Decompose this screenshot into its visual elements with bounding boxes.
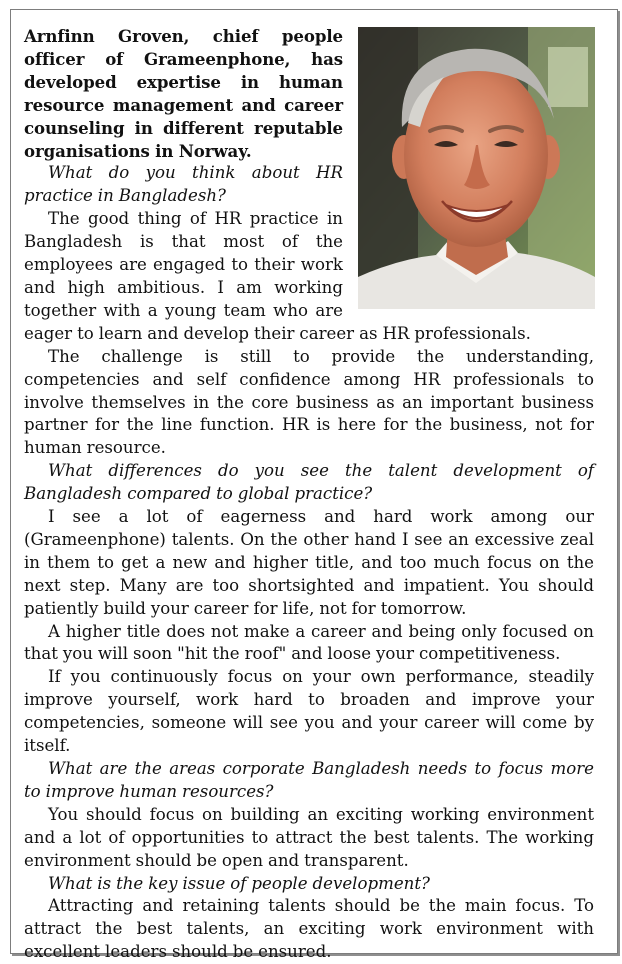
answer-4: Attracting and retaining talents should be the main focus. To attract the best talents, an exciting work environment with excellent leaders should be ensured. [24, 896, 594, 962]
question-4: What is the key issue of people development? [48, 873, 430, 893]
answer-1b: The challenge is still to provide the understanding, competencies and self confidence among HR professionals to involve themselves in the core business as an important business partner for the line function. HR is here for the business, not for human resource. [24, 346, 594, 458]
answer-3: You should focus on building an exciting working environment and a lot of opportunities to attract the best talents. The working environment should be open and transparent. [24, 804, 594, 870]
answer-2c: If you continuously focus on your own performance, steadily improve yourself, work hard to broaden and improve your competencies, someone will see you and your career will come by itself. [24, 667, 594, 756]
answer-2b: A higher title does not make a career and being only focused on that you will soon "hit the roof" and loose your competitiveness. [24, 621, 594, 664]
question-1: What do you think about HR practice in Bangladesh? [24, 163, 343, 206]
portrait-illustration [358, 27, 595, 309]
answer-2a: I see a lot of eagerness and hard work among our (Grameenphone) talents. On the other hand I see an excessive zeal in them to get a new and higher title, and too much focus on the next step. Many are too shortsighted and impatient. You should patiently build your career for life, not for tomorrow. [24, 507, 594, 618]
portrait-photo [358, 27, 595, 309]
intro-paragraph: Arnfinn Groven, chief people officer of Grameenphone, has developed expertise in human resource management and career counseling in different reputable organisations in Norway. [24, 26, 343, 161]
answer-1a: The good thing of HR practice in Bangladesh is that most of the employees are engaged to their work and high ambitious. I am working together with a young team who are eager to learn and develop their career as HR professionals. [24, 209, 531, 343]
question-2: What differences do you see the talent development of Bangladesh compared to global practice? [24, 461, 594, 504]
article-body [24, 25, 594, 964]
question-3: What are the areas corporate Bangladesh needs to focus more to improve human resources? [24, 759, 594, 801]
